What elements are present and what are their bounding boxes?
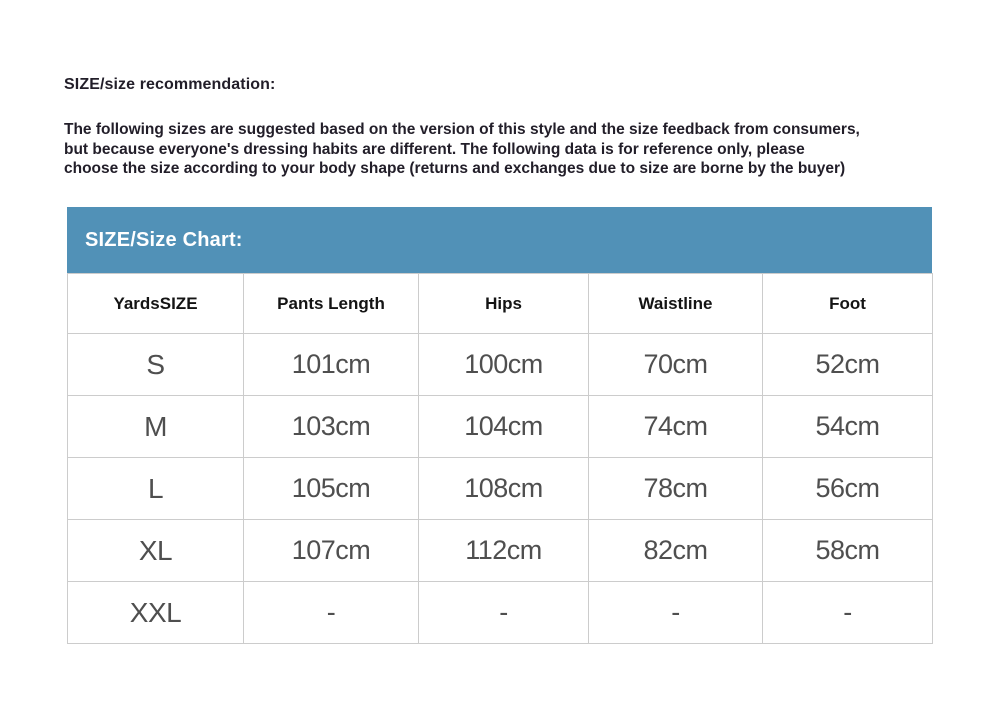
size-label-cell: L [68,458,244,520]
foot-cell: 56cm [763,458,933,520]
size-recommendation-heading: SIZE/size recommendation: [64,76,276,93]
waistline-cell: - [589,582,763,644]
size-label-cell: S [68,334,244,396]
waistline-cell: 78cm [589,458,763,520]
size-chart-title-bar [67,207,932,273]
hips-cell: 100cm [419,334,589,396]
table-header-row [68,274,933,334]
size-label-cell: XXL [68,582,244,644]
foot-cell: - [763,582,933,644]
column-header-yards-size: YardsSIZE [68,274,244,334]
column-header-pants-length: Pants Length [244,274,419,334]
size-label-cell: M [68,396,244,458]
size-recommendation-description [64,120,964,179]
waistline-cell: 82cm [589,520,763,582]
column-header-hips: Hips [419,274,589,334]
column-header-waistline: Waistline [589,274,763,334]
pants-length-cell: 105cm [244,458,419,520]
hips-cell: - [419,582,589,644]
pants-length-cell: - [244,582,419,644]
hips-cell: 112cm [419,520,589,582]
description-line: but because everyone's dressing habits are different. The following data is for reference only, please [64,140,805,158]
column-header-foot: Foot [763,274,933,334]
table-row-m [68,396,933,458]
description-line: The following sizes are suggested based on the version of this style and the size feedback from consumers, [64,121,860,138]
size-label-cell: XL [68,520,244,582]
foot-cell: 54cm [763,396,933,458]
size-chart-title: SIZE/Size Chart: [85,228,243,251]
waistline-cell: 70cm [589,334,763,396]
table-row-xl [68,520,933,582]
foot-cell: 58cm [763,520,933,582]
pants-length-cell: 101cm [244,334,419,396]
table-row-s [68,334,933,396]
foot-cell: 52cm [763,334,933,396]
table-row-l [68,458,933,520]
hips-cell: 108cm [419,458,589,520]
pants-length-cell: 103cm [244,396,419,458]
size-chart-table [67,273,933,644]
description-line: choose the size according to your body shape (returns and exchanges due to size are borne by the buyer) [64,160,846,177]
hips-cell: 104cm [419,396,589,458]
table-row-xxl [68,582,933,644]
waistline-cell: 74cm [589,396,763,458]
pants-length-cell: 107cm [244,520,419,582]
